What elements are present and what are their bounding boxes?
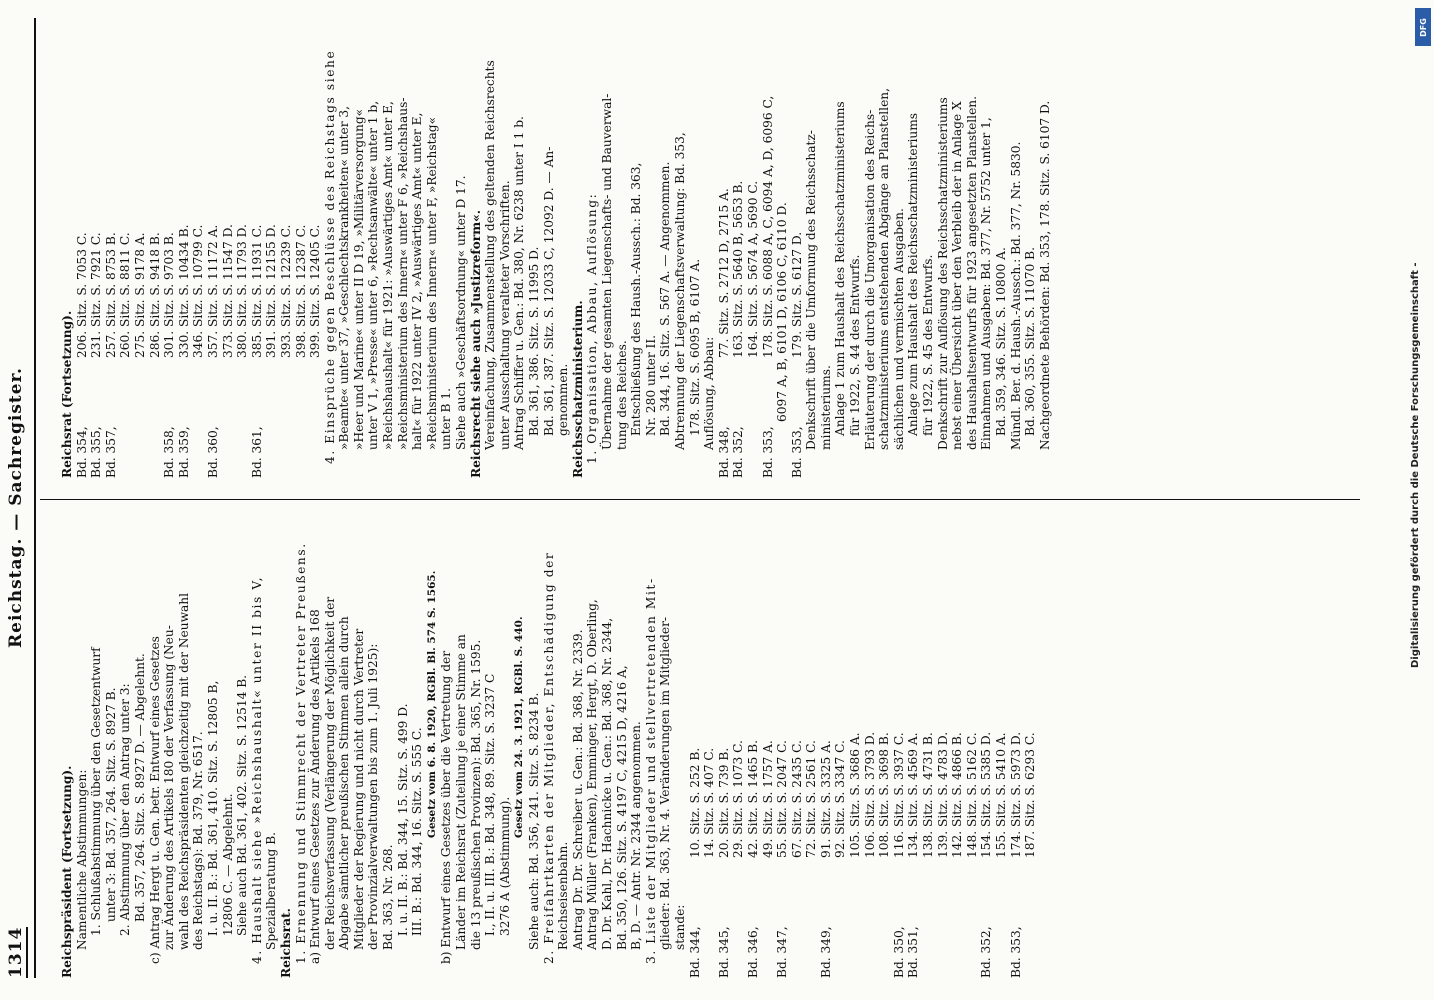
index-line: 6097 A, B, 6101 D, 6106 C, 6110 D. bbox=[775, 202, 790, 422]
volume-ref bbox=[308, 358, 323, 478]
index-line: 3. Liste der Mitglieder und stellvertretenden Mit- bbox=[643, 577, 658, 964]
index-ref-row bbox=[118, 23, 133, 478]
index-heading: Reichsrat (Fortsetzung). bbox=[60, 310, 74, 478]
index-ref-row bbox=[746, 523, 761, 978]
volume-ref bbox=[264, 358, 279, 478]
volume-ref: Bd. 359, bbox=[176, 426, 191, 478]
index-line: 4. Einsprüche gegen Beschlüsse des Reichstags siehe bbox=[322, 49, 337, 464]
session-ref: 373. Sitz. S. 11547 D. bbox=[220, 224, 235, 358]
index-ref-row bbox=[308, 23, 323, 478]
index-line: Namentliche Abstimmungen: bbox=[74, 769, 89, 950]
index-ref-row bbox=[717, 523, 732, 978]
index-line: b) Entwurf eines Gesetzes über die Vertretung der bbox=[439, 650, 454, 964]
index-line: Denkschrift zur Auflösung des Reichsschatzministeriums bbox=[935, 97, 950, 450]
page-header bbox=[0, 18, 60, 978]
index-line: tung des Reiches. bbox=[614, 340, 629, 450]
session-ref: 301. Sitz. S. 9703 B. bbox=[162, 232, 177, 358]
session-ref: 134. Sitz. S. 4569 A. bbox=[906, 732, 921, 858]
index-line: wahl des Reichspräsidenten gleichzeitig mit der Neuwahl bbox=[176, 592, 191, 950]
index-ref-row bbox=[731, 23, 746, 478]
session-ref: 148. Sitz. S. 5162 C. bbox=[964, 732, 979, 858]
index-line: Bd. 359, 346. Sitz. S. 10800 A. bbox=[994, 247, 1008, 436]
dfg-credit-line: Digitalisierung gefördert durch die Deutsche Forschungsgemeinschaft - bbox=[1410, 262, 1421, 668]
session-ref: 206. Sitz. S. 7053 C. bbox=[74, 232, 89, 358]
law-citation: Gesetz vom 6. 8. 1920, RGBl. Bl. 574 S. 1565. bbox=[425, 570, 438, 838]
index-ref-row bbox=[877, 523, 892, 978]
index-line: c) Antrag Hergt u. Gen. betr. Entwurf eines Gesetzes bbox=[147, 636, 162, 964]
index-line: »Heer und Marine« unter II D 19, »Militärversorgung« bbox=[351, 108, 366, 450]
index-line: 3276 A (Abstimmung). bbox=[497, 796, 512, 936]
session-ref: 163. Sitz. S. 5640 B, 5653 B. bbox=[731, 180, 746, 358]
index-ref-row bbox=[75, 23, 90, 478]
column-divider bbox=[40, 499, 1360, 500]
index-line: sächlichen und vermischten Ausgaben. bbox=[891, 208, 906, 450]
index-line: 2. Abstimmung über den Antrag unter 3: bbox=[118, 683, 133, 936]
index-line: Antrag Dr. Dr. Schreiber u. Gen.: Bd. 368, Nr. 2339. bbox=[570, 629, 585, 950]
index-ref-row bbox=[761, 23, 776, 478]
volume-ref: Bd. 357, bbox=[103, 426, 118, 478]
index-line: glieder: Bd. 363, Nr. 4. Veränderungen im Mitglieder- bbox=[658, 616, 673, 950]
rotated-book-page bbox=[0, 18, 1380, 978]
index-line: Bd. 360, 355. Sitz. S. 11070 B. bbox=[1023, 247, 1038, 436]
session-ref: 92. Sitz. S. 3347 C. bbox=[833, 740, 848, 858]
index-line: Bd. 357, 264. Sitz. S. 8927 D. — Abgelehnt. bbox=[132, 653, 147, 922]
index-line: nebst einer Übersicht über den Verbleib der in Anlage X bbox=[950, 101, 965, 450]
index-line: »Reichsministerium des Innern« unter F, »Reichstag« bbox=[424, 116, 439, 450]
volume-ref: Bd. 353, bbox=[1008, 926, 1023, 978]
index-line: Bd. 361, 387. Sitz. S. 12033 C, 12092 D. — An- bbox=[541, 146, 556, 436]
volume-ref: Bd. 352, bbox=[979, 926, 994, 978]
session-ref: 260. Sitz. S. 8811 C. bbox=[118, 232, 133, 358]
session-ref: 357. Sitz. S. 11172 A. bbox=[205, 224, 220, 358]
volume-ref: Bd. 354, bbox=[74, 426, 89, 478]
volume-ref: Bd. 358, bbox=[162, 426, 177, 478]
index-line: genommen. bbox=[556, 363, 571, 436]
index-ref-row bbox=[731, 523, 746, 978]
index-heading: Reichspräsident (Fortsetzung). bbox=[60, 765, 74, 978]
index-ref-row bbox=[148, 23, 163, 478]
session-ref: 49. Sitz. S. 1757 A. bbox=[760, 740, 775, 858]
index-line: Reichseisenbahn. bbox=[556, 841, 571, 950]
index-line: für 1922, S. 45 des Entwurfs. bbox=[921, 254, 936, 436]
session-ref: 116. Sitz. S. 3937 C. bbox=[891, 732, 906, 858]
index-line: halt« für 1922 unter IV 2, »Auswärtiges Amt« unter E, bbox=[410, 112, 425, 450]
index-line: Antrag Schiffer u. Gen.: Bd. 380, Nr. 6238 unter I 1 b. bbox=[512, 116, 527, 450]
index-line: I. u. II. B.: Bd. 361, 410. Sitz. S. 12805 B, bbox=[205, 680, 220, 936]
session-ref: 286. Sitz. S. 9418 B. bbox=[147, 232, 162, 358]
index-ref-row bbox=[264, 23, 279, 478]
left-column bbox=[60, 523, 1370, 978]
volume-ref: Bd. 344, bbox=[687, 926, 702, 978]
index-line: Abtrennung der Liegenschaftsverwaltung: Bd. 353, bbox=[672, 132, 687, 450]
volume-ref: Bd. 355, bbox=[89, 426, 104, 478]
index-line: Bd. 350, 126. Sitz. S. 4197 C, 4215 D, 4216 A, bbox=[614, 665, 629, 950]
index-ref-row bbox=[1023, 523, 1038, 978]
session-ref: 155. Sitz. S. 5410 A. bbox=[994, 732, 1008, 858]
index-line: a) Entwurf eines Gesetzes zur Änderung des Artikels 168 bbox=[308, 609, 323, 964]
index-ref-row bbox=[133, 23, 148, 478]
session-ref: 142. Sitz. S. 4866 B. bbox=[950, 732, 965, 858]
index-line: III. B.: Bd. 344, 16. Sitz. S. 555 C. bbox=[410, 727, 425, 936]
session-ref: 154. Sitz. S. 5385 D. bbox=[979, 731, 994, 858]
session-ref: 187. Sitz. S. 6293 C. bbox=[1023, 732, 1038, 858]
index-ref-row bbox=[848, 523, 863, 978]
right-column bbox=[60, 23, 1370, 478]
volume-ref bbox=[746, 358, 761, 478]
index-line: des Reichstags): Bd. 379, Nr. 6517. bbox=[191, 731, 206, 950]
index-ref-row bbox=[235, 23, 250, 478]
index-line: B, D. — Antr. Nr. 2344 angenommen. bbox=[629, 721, 644, 950]
index-line: des Haushaltsentwurfs für 1923 angesetzten Planstellen. bbox=[964, 95, 979, 450]
index-line: unter V 1, »Presse« unter 6, »Rechtsanwälte« unter 1 b, bbox=[366, 100, 381, 450]
session-ref: 20. Sitz. S. 739 B. bbox=[716, 747, 731, 858]
index-line: 178. Sitz. S. 6095 B, 6107 A. bbox=[687, 258, 702, 436]
session-ref: 257. Sitz. S. 8753 B. bbox=[103, 232, 118, 358]
session-ref: 380. Sitz. S. 11793 D. bbox=[235, 224, 250, 358]
index-heading: Reichsschatzministerium. bbox=[570, 300, 585, 478]
session-ref: 179. Sitz. S. 6127 D. bbox=[789, 231, 804, 358]
volume-ref bbox=[950, 858, 965, 978]
session-ref: 399. Sitz. S. 12405 C. bbox=[308, 224, 323, 358]
index-line: Mündl. Ber. d. Haush.-Aussch.: Bd. 377, Nr. 5830. bbox=[1008, 141, 1023, 450]
page-number: 1314 bbox=[6, 926, 26, 978]
volume-ref: Bd. 353, bbox=[789, 426, 804, 478]
index-ref-row bbox=[994, 523, 1009, 978]
index-ref-row bbox=[936, 523, 951, 978]
session-ref: 398. Sitz. S. 12387 C. bbox=[293, 224, 308, 358]
index-line: »Reichshaushalt« für 1921: »Auswärtiges Amt« unter E, bbox=[381, 101, 396, 450]
session-ref: 72. Sitz. S. 2561 C. bbox=[804, 740, 819, 858]
volume-ref: Bd. 347, bbox=[775, 926, 790, 978]
index-line: »Beamte« unter 37, »Geschlechtskrankheiten« unter 3, bbox=[337, 105, 352, 450]
volume-ref bbox=[148, 358, 163, 478]
index-heading: Reichsrat. bbox=[278, 908, 293, 978]
index-line: zur Änderung des Artikels 180 der Verfassung (Neu- bbox=[162, 625, 177, 950]
index-ref-row bbox=[1009, 523, 1024, 978]
index-line: 2. Freifahrtkarten der Mitglieder, Entschädigung der bbox=[541, 551, 556, 964]
index-line: 4. Haushalt siehe »Reichshaushalt« unter II bis V, bbox=[249, 575, 264, 964]
index-line: Nachgeordnete Behörden: Bd. 353, 178. Sitz. S. 6107 D. bbox=[1037, 100, 1052, 450]
session-ref: 67. Sitz. S. 2435 C. bbox=[789, 740, 804, 858]
running-title: Reichstag. — Sachregister. bbox=[6, 367, 26, 648]
index-ref-row bbox=[965, 523, 980, 978]
session-ref: 29. Sitz. S. 1073 C. bbox=[731, 740, 746, 858]
volume-ref: Bd. 346, bbox=[745, 926, 760, 978]
index-ref-row bbox=[863, 523, 878, 978]
index-ref-row bbox=[950, 523, 965, 978]
index-ref-row bbox=[221, 23, 236, 478]
index-line: Abgabe sämtlicher preußischen Stimmen allein durch bbox=[337, 616, 352, 950]
session-ref: 346. Sitz. S. 10799 C. bbox=[191, 224, 206, 358]
index-line: unter 3: Bd. 357, 264. Sitz. S. 8927 B. bbox=[103, 687, 118, 922]
index-ref-row bbox=[921, 523, 936, 978]
index-line: Bd. 361, 386. Sitz. S. 11995 D. bbox=[527, 246, 541, 436]
header-rule bbox=[34, 18, 36, 978]
session-ref: 139. Sitz. S. 4783 D. bbox=[935, 731, 950, 858]
volume-ref: Bd. 350, bbox=[891, 926, 906, 978]
index-line: unter B 1. bbox=[439, 388, 454, 450]
index-line: D. Dr. Kahl, Dr. Hachnicke u. Gen.: Bd. 368, Nr. 2344, bbox=[599, 617, 614, 950]
index-line: Länder im Reichsrat (Zuteilung je einer Stimme an bbox=[454, 634, 469, 950]
volume-ref bbox=[848, 858, 863, 978]
session-ref: 91. Sitz. S. 3325 A. bbox=[818, 740, 833, 858]
index-ref-row bbox=[162, 23, 177, 478]
index-line: Anlage zum Haushalt des Reichsschatzministeriums bbox=[906, 112, 921, 436]
index-line: Siehe auch Bd. 361, 402. Sitz. S. 12514 B. bbox=[235, 674, 250, 936]
volume-ref: Bd. 361, bbox=[249, 426, 264, 478]
session-ref: 385. Sitz. S. 11931 C. bbox=[249, 224, 264, 358]
index-line: Siehe auch: Bd. 356, 241. Sitz. S. 8234 B. bbox=[527, 692, 541, 950]
volume-ref bbox=[702, 858, 717, 978]
index-line: 1. Schlußabstimmung über den Gesetzentwurf bbox=[89, 647, 104, 936]
session-ref: 42. Sitz. S. 1465 B. bbox=[745, 740, 760, 858]
index-ref-row bbox=[104, 23, 119, 478]
volume-ref bbox=[863, 858, 878, 978]
index-ref-row bbox=[717, 23, 732, 478]
volume-ref bbox=[804, 858, 819, 978]
index-line: 1. Ernennung und Stimmrecht der Vertreter Preußens. bbox=[293, 542, 308, 964]
session-ref: 174. Sitz. S. 5973 D. bbox=[1008, 731, 1023, 858]
session-ref: 393. Sitz. S. 12239 C. bbox=[278, 224, 293, 358]
volume-ref: Bd. 353, bbox=[760, 426, 775, 478]
session-ref: 391. Sitz. S. 12155 D. bbox=[264, 224, 279, 358]
index-ref-row bbox=[790, 23, 805, 478]
index-ref-row bbox=[892, 523, 907, 978]
volume-ref bbox=[191, 358, 206, 478]
volume-ref: Bd. 349, bbox=[818, 926, 833, 978]
volume-ref bbox=[279, 358, 294, 478]
volume-ref bbox=[133, 358, 148, 478]
index-line: »Reichsministerium des Innern« unter F 6, »Reichshaus- bbox=[395, 97, 410, 450]
index-ref-row bbox=[177, 23, 192, 478]
index-ref-row bbox=[979, 523, 994, 978]
index-line: Auflösung, Abbau: bbox=[702, 336, 717, 450]
volume-ref: Bd. 348, bbox=[716, 426, 731, 478]
index-line: Spezialberatung B. bbox=[264, 831, 279, 950]
index-line: Antrag Müller (Franken), Emminger, Hergt, D. Oberling, bbox=[585, 599, 600, 950]
index-line: Siehe auch »Geschäftsordnung« unter D 17. bbox=[454, 175, 469, 450]
index-line: Erläuterung der durch die Umorganisation des Reichs- bbox=[862, 109, 877, 450]
volume-ref: Bd. 360, bbox=[205, 426, 220, 478]
volume-ref bbox=[936, 858, 951, 978]
session-ref: 275. Sitz. S. 9178 A. bbox=[132, 232, 147, 358]
volume-ref bbox=[833, 858, 848, 978]
session-ref: 105. Sitz. S. 3686 A. bbox=[848, 732, 863, 858]
volume-ref bbox=[294, 358, 309, 478]
index-line: 1. Organisation, Abbau, Auflösung: bbox=[585, 192, 600, 464]
index-line: Vereinfachung, Zusammenstellung des geltenden Reichsrechts bbox=[483, 60, 498, 450]
volume-ref: Bd. 351, bbox=[906, 926, 921, 978]
index-line: der Reichsverfassung (Verlängerung der Möglichkeit der bbox=[322, 596, 337, 950]
volume-ref bbox=[790, 858, 805, 978]
volume-ref bbox=[761, 858, 776, 978]
index-line: unter Ausschaltung veralteter Vorschriften. bbox=[497, 180, 512, 450]
session-ref: 108. Sitz. S. 3698 B. bbox=[877, 732, 892, 858]
index-line: der Provinzialverwaltungen bis zum 1. Juli 1925): bbox=[366, 643, 381, 950]
volume-ref bbox=[921, 858, 936, 978]
index-ref-row bbox=[819, 523, 834, 978]
index-line: I., II. u. III. B.: Bd. 348, 89. Sitz. S. 3237 C bbox=[483, 673, 498, 936]
session-ref: 106. Sitz. S. 3793 D. bbox=[862, 731, 877, 858]
index-ref-row bbox=[702, 523, 717, 978]
index-line: Bd. 363, Nr. 268. bbox=[381, 844, 396, 950]
index-line: Entschließung des Haush.-Aussch.: Bd. 363, bbox=[629, 162, 644, 436]
index-line: Bd. 344, 16. Sitz. S. 567 A. — Angenommen. bbox=[658, 161, 673, 436]
session-ref: 330. Sitz. S. 10434 B. bbox=[176, 224, 191, 358]
index-ref-row bbox=[89, 23, 104, 478]
index-ref-row bbox=[294, 23, 309, 478]
index-line: Einnahmen und Ausgaben: Bd. 377, Nr. 5752 unter 1, bbox=[979, 117, 994, 450]
index-ref-row bbox=[250, 23, 265, 478]
index-ref-row bbox=[746, 23, 761, 478]
index-ref-row bbox=[688, 523, 703, 978]
index-line: stande: bbox=[672, 904, 687, 950]
session-ref: 77. Sitz. S. 2712 D, 2715 A. bbox=[716, 188, 731, 358]
volume-ref: Bd. 352, bbox=[731, 426, 746, 478]
index-ref-row bbox=[761, 523, 776, 978]
index-line: I. u. II. B.: Bd. 344, 15. Sitz. S. 499 D. bbox=[395, 703, 410, 936]
index-line: Mitglieder der Regierung und nicht durch Vertreter bbox=[351, 628, 366, 950]
index-ref-row bbox=[279, 23, 294, 478]
volume-ref bbox=[965, 858, 980, 978]
index-line: die 13 preußischen Provinzen): Bd. 365, Nr. 1595. bbox=[468, 639, 483, 950]
session-ref: 231. Sitz. S. 7921 C. bbox=[89, 232, 104, 358]
session-ref: 178. Sitz. S. 6088 A, C, 6094 A, D, 6096 C, bbox=[760, 95, 775, 358]
session-ref: 164. Sitz. S. 5674 A, 5690 C. bbox=[745, 180, 760, 358]
law-citation: Gesetz vom 24. 3. 1921, RGBl. S. 440. bbox=[513, 616, 526, 838]
index-line: Anlage 1 zum Haushalt des Reichsschatzministeriums bbox=[833, 101, 848, 436]
index-ref-row bbox=[191, 23, 206, 478]
session-ref: 138. Sitz. S. 4731 B. bbox=[921, 732, 936, 858]
index-line: für 1922, S. 44 des Entwurfs. bbox=[848, 254, 863, 436]
index-ref-row bbox=[804, 523, 819, 978]
index-ref-row bbox=[790, 523, 805, 978]
volume-ref bbox=[1023, 858, 1038, 978]
volume-ref bbox=[221, 358, 236, 478]
volume-ref bbox=[877, 858, 892, 978]
volume-ref bbox=[118, 358, 133, 478]
index-heading: Reichsrecht siehe auch »Justizreform«. bbox=[468, 210, 483, 478]
volume-ref bbox=[731, 858, 746, 978]
session-ref: 14. Sitz. S. 407 C. bbox=[702, 747, 717, 858]
volume-ref: Bd. 345, bbox=[716, 926, 731, 978]
index-line: Denkschrift über die Umformung des Reichsschatz- bbox=[804, 130, 819, 450]
index-ref-row bbox=[775, 523, 790, 978]
volume-ref bbox=[235, 358, 250, 478]
index-line: 12806 C. — Abgelehnt. bbox=[220, 793, 235, 936]
session-ref: 10. Sitz. S. 252 B. bbox=[687, 747, 702, 858]
index-line: Nr. 280 unter II. bbox=[643, 334, 658, 436]
index-ref-row bbox=[206, 23, 221, 478]
index-line: schatzministeriums entstehenden Abgänge an Planstellen, bbox=[877, 87, 892, 450]
index-line: Übernahme der gesamten Liegenschafts- und Bauverwal- bbox=[599, 93, 614, 450]
volume-ref bbox=[994, 858, 1009, 978]
index-ref-row bbox=[833, 523, 848, 978]
index-ref-row bbox=[906, 523, 921, 978]
index-line: ministeriums. bbox=[818, 365, 833, 450]
dfg-logo-text: DFG bbox=[1418, 17, 1428, 37]
session-ref: 55. Sitz. S. 2047 C. bbox=[775, 740, 790, 858]
